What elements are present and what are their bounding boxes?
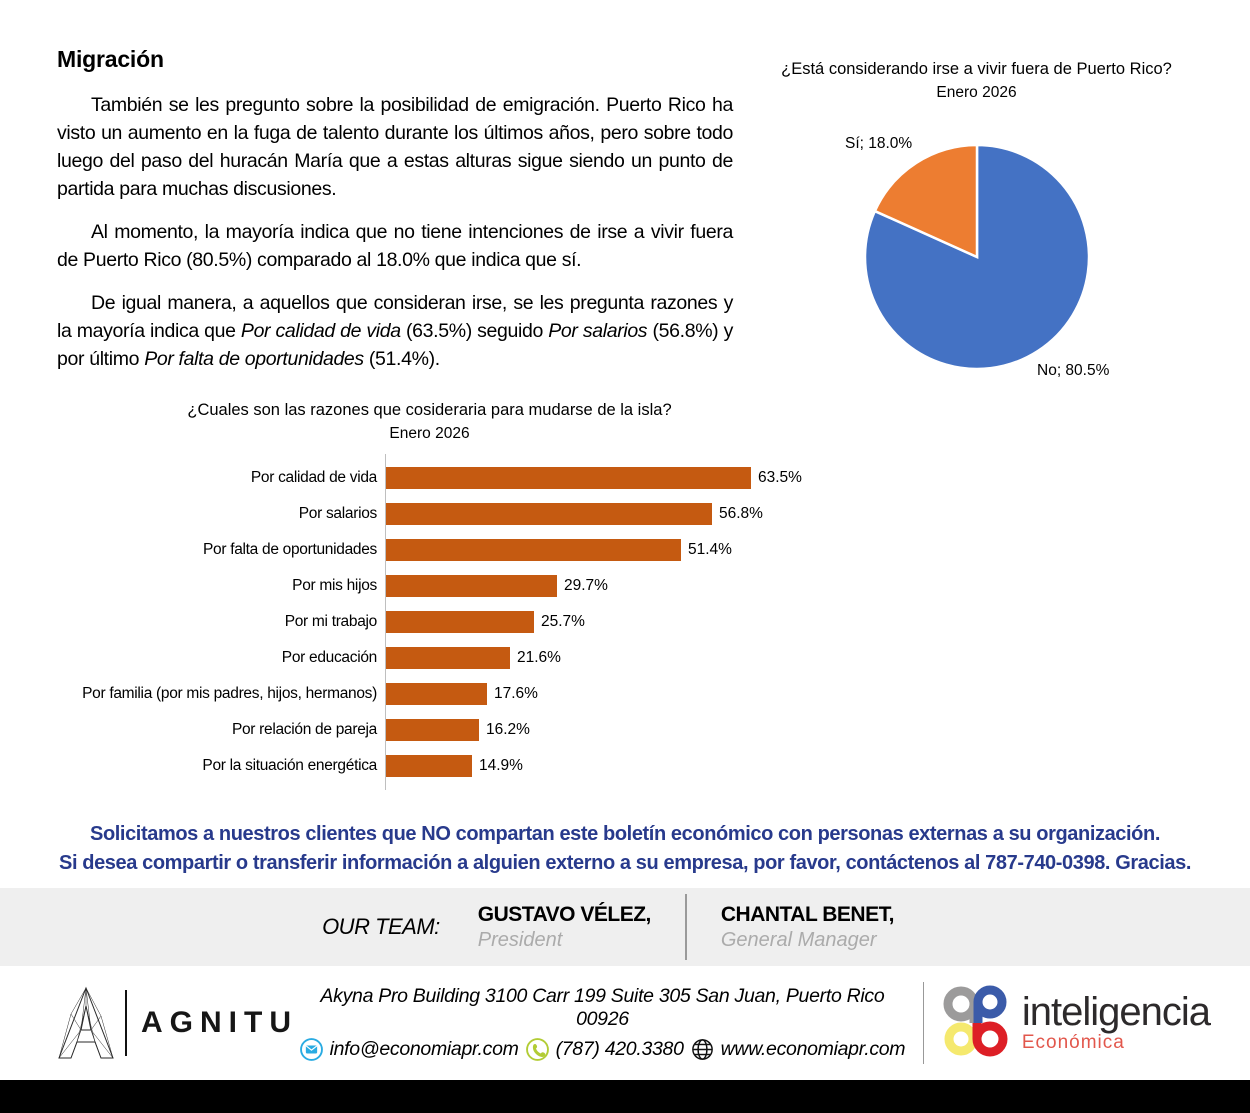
pie-label-si: Sí; 18.0% [845,135,913,152]
bar-track [386,755,802,777]
paragraph-1: También se les pregunto sobre la posibilidad de emigración. Puerto Rico ha visto un aumento en la fuga de talento durante los últimos años, pero sobre todo luego del paso del huracán María que a estas alturas sigue siendo un punto de partida para muchas discusiones. [57,94,733,200]
team-label: OUR TEAM: [322,914,440,939]
phone-number: (787) 420.3380 [555,1038,684,1060]
bar-row [57,640,802,676]
bar-row [57,568,802,604]
bar [386,539,681,561]
bar-category-label: Por la situación energética [202,757,377,774]
pie-chart [733,135,1220,399]
bar [386,467,751,489]
text-run: (63.5%) seguido [400,320,549,342]
bar-track [386,503,802,525]
bar-category-label: Por educación [281,649,377,666]
bar-track [386,575,802,597]
bar [386,503,712,525]
inteligencia-clover-icon [940,983,1012,1063]
bar-row [57,460,802,496]
bar-track [386,719,802,741]
phone-icon [526,1038,549,1061]
website-link[interactable]: www.economiapr.com [720,1038,906,1060]
bar-category-label: Por mi trabajo [284,613,377,630]
pie-svg [861,141,1093,373]
notice-line-1: Solicitamos a nuestros clientes que NO compartan este boletín económico con personas externas a su organización. [90,823,1160,845]
bar-value-label: 16.2% [486,721,530,738]
bar-value-label: 21.6% [517,649,561,666]
text-run-italic: Por falta de oportunidades [144,348,364,370]
email-link[interactable]: info@economiapr.com [329,1038,519,1060]
text-run: De igual manera, a aquellos que consideran irse, se les pregunta razones y la mayoría indica que [57,292,733,342]
bar-track [386,467,802,489]
team-band [0,888,1250,966]
contact-line [298,1038,907,1061]
paragraph-2: Al momento, la mayoría indica que no tiene intenciones de irse a vivir fuera de Puerto Rico (80.5%) comparado al 18.0% que indica que sí. [57,221,733,271]
footer [0,966,1250,1080]
bar-value-label: 17.6% [494,685,538,702]
member-name: CHANTAL BENET, [720,902,894,926]
paragraph-3 [57,289,733,373]
bar-category-label: Por familia (por mis padres, hijos, hermanos) [82,685,377,702]
text-run: (51.4%). [363,348,440,370]
pie-chart-title: ¿Está considerando irse a vivir fuera de Puerto Rico? [781,60,1172,78]
bar [386,575,557,597]
bar-chart [57,454,802,790]
confidentiality-notice [0,820,1250,878]
agnitu-wordmark: AGNITU [141,1006,298,1039]
text-run: (56.8%) y por último [57,320,733,370]
bar-track [386,647,802,669]
team-member-2 [721,903,894,952]
bar [386,719,479,741]
bar-track [386,611,802,633]
article-column [57,46,733,399]
inteligencia-wordmark [1022,992,1210,1054]
bar-category-label: Por falta de oportunidades [202,541,377,558]
bar [386,647,510,669]
bar-category-label: Por calidad de vida [250,469,377,486]
bar-row [57,604,802,640]
bar [386,611,534,633]
inteligencia-logo [940,983,1210,1063]
inteligencia-subtitle: Económica [1021,1032,1125,1053]
team-member-1 [478,903,651,952]
member-role: President [477,928,563,951]
globe-icon [691,1038,714,1061]
contact-block [298,985,907,1061]
bar [386,683,487,705]
footer-divider [923,982,924,1064]
bar-value-label: 51.4% [688,541,732,558]
inteligencia-name: inteligencia [1021,990,1210,1034]
member-role: General Manager [720,928,877,951]
team-divider [685,894,687,960]
bar-value-label: 63.5% [758,469,802,486]
bottom-black-bar [0,1080,1250,1113]
pie-label-no: No; 80.5% [1037,362,1110,379]
pie-chart-block [733,46,1250,399]
pie-chart-subtitle: Enero 2026 [936,84,1017,101]
bar-chart-block [57,399,802,790]
bar-value-label: 25.7% [541,613,585,630]
email-icon [300,1038,323,1061]
bar-track [386,539,802,561]
agnitu-wireframe-a-icon [57,984,115,1062]
notice-line-2: Si desea compartir o transferir información a alguien externo a su empresa, por favor, contáctenos al 787-740-0398. Gracias. [59,852,1191,874]
address-line: Akyna Pro Building 3100 Carr 199 Suite 305 San Juan, Puerto Rico 00926 [320,985,885,1030]
bar-chart-subtitle: Enero 2026 [389,425,470,442]
bar-value-label: 14.9% [479,757,523,774]
text-run-italic: Por salarios [548,320,648,342]
member-name: GUSTAVO VÉLEZ, [477,902,651,926]
bar-chart-title: ¿Cuales son las razones que cosideraria para mudarse de la isla? [187,401,672,419]
bar-category-label: Por mis hijos [292,577,377,594]
agnitu-logo [57,984,298,1062]
bar-category-label: Por relación de pareja [231,721,377,738]
agnitu-divider [125,990,127,1056]
text-run-italic: Por calidad de vida [240,320,401,342]
bar-row [57,532,802,568]
bar-category-label: Por salarios [298,505,377,522]
bar-value-label: 29.7% [564,577,608,594]
bar-row [57,748,802,784]
top-section [0,0,1250,399]
bar-track [386,683,802,705]
section-title: Migración [57,46,164,72]
bar-row [57,676,802,712]
bar-value-label: 56.8% [719,505,763,522]
bar-row [57,712,802,748]
bar-row [57,496,802,532]
bar [386,755,472,777]
